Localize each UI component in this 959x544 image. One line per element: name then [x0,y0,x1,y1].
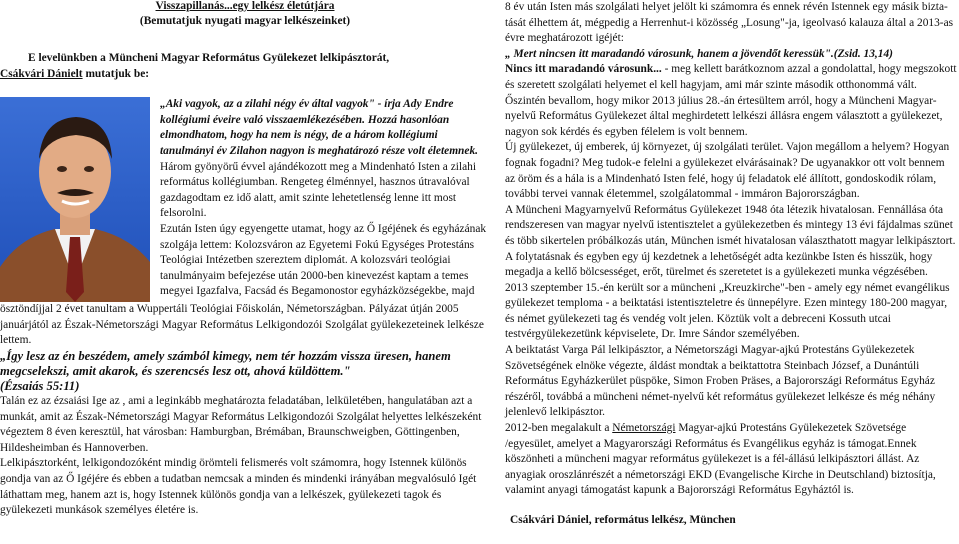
paragraph: 8 év után Isten más szolgálati helyet jelölt ki számomra és ennek révén Istennek egy másik biztatását élhettem át, mégpedig a Herrenhut-i közösség „Losung"-ja, igeolvasó kalauza által a 2013-as évre meghatározott igéjét: [505,1,954,45]
paragraph: 2013 szeptember 15.-én került sor a müncheni „Kreuzkirche"-ben - amely egy német evangélikus gyülekezet temploma - a beiktatási istentiszteletre és ünnepélyre. Ezen mintegy 180-200 magyar, és német gyülekezeti tag és vendég volt jelen. Köztük volt a debreceni Kossuth utcai testvérgyülekezetünk képviselete, Dr. Imre Sándor személyében. [505,281,950,341]
losung-quote: „ Mert nincsen itt maradandó városunk, hanem a jövendőt keressük".(Zsid. 13,14) [505,47,893,60]
left-column [0,0,490,519]
signature: Csákvári Dániel, református lelkész, München [510,514,736,526]
paragraph: A beiktatást Varga Pál lelkipásztor, a Németországi Magyar-ajkú Protestáns Gyülekezetek Szövetségének elnöke végezte, áldást mondtak a beiktattotra Steinbach József, a Dunántúli Református Egyházkerület püspöke, Simon Froben Präses, a Bajorországi Református Egyház részéről, továbbá a müncheni német-nyelvű két református gyülekezet lelkésze és még néhány jelenlevő lelkipásztor. [505,344,936,419]
bible-reference: (Ézsaiás 55:11) [0,378,80,393]
paragraph: Új gyülekezet, új emberek, új környezet, új szolgálati terület. Vajon megállom a helyem? Hogyan fognak fogadni? Meg tudok-e felelni a gyülekezet elvárásainak? De ugyanakkor ott volt bennem az öröm és a hála is a Mindenható Isten felé, hogy új feladatok elé állított, gondoskodik rólam, további tervei vannak életemmel, szolgálatommal - immáron Bajorországban. [505,141,950,201]
intro-line-2: Csákvári Dánielt mutatjuk be: [0,67,150,80]
portrait-image [0,97,150,302]
photo-block [0,97,490,300]
right-column [505,0,957,529]
portrait-photo [0,97,150,302]
underlined-word: Németországi [612,422,676,435]
pastor-name: Csákvári Dánielt [0,67,83,80]
article-title: Visszapillanás...egy lelkész életútjára [155,0,335,12]
paragraph: Nincs itt maradandó városunk... - meg kellett barátkoznom azzal a gondolattal, hogy megszokott és szeretett szolgálati helyemet el kell hagyjam, ami már szinte második otthonommá vált. Őszintén bevallom, hogy mikor 2013 július 28.-án értesültem arról, hogy a Müncheni Magyar-nyelvű Református Gyülekezet által meghirdetett lelkészi állásra engem választott a gyülekezet, nagyon sok kérdés és egyben félelem is volt bennem. [505,63,957,138]
ady-quote: „Aki vagyok, az a zilahi négy év által vagyok" - írja Ady Endre kollégiumi éveire való visszaemlékezésében. Hozzá hasonlóan elmondhatom, hogy ha nem is négy, de a három kollégiumi tanulmányi év Zilahon nagyon is meghatározó része volt életemnek. [160,98,478,157]
paragraph: 2012-ben megalakult a Németországi Magyar-ajkú Protestáns Gyülekezetek Szövetsége /egyesület, amelyet a Magyarországi Református és Evangélikus egyház is támogat.Ennek köszönheti a müncheni magyar református gyülekezet is a fél-állású lelkipásztori állást. Az anyagiak oroszlánrészét a németországi EKD (Evangelische Kirche in Deutschland) biztosítja, valamint anyagi támogatást kapunk a Bajorországi Református Egyháztól is. [505,422,936,497]
paragraph: Lelkipásztorként, lelkigondozóként mindig örömteli felismerés volt számomra, hogy Istennek különös gondja van az Ő Igéjére és ebben a tudatban nemcsak a minden és mindenki irányában megvalósuló Igét láthattam meg, hanem azt is, hogy Istennek különös gondja van a lelkészek, gyülekezeti tagok és gyülekezeti munkások személyes életére is. [0,457,477,517]
bible-quote: „Így lesz az én beszédem, amely számból kimegy, nem tér hozzám vissza üresen, hanem megcselekszi, amit akarok, és szerencsés lesz ott, ahová küldöttem." [0,348,451,378]
paragraph: A Müncheni Magyarnyelvű Református Gyülekezet 1948 óta létezik hivatalosan. Fennállása óta rendszeresen van magyar nyelvű istentisztelet a gyülekezetben és mintegy 13 évi fájdalmas szünet és több sikertelen próbálkozás után, München ismét hivatalosan választhatott magyar lelkipásztort. A folytatásnak és egyben egy új kezdetnek a lehetőségét adta kezünkbe Isten és hisszük, hogy megadja a kellő bölcsességet, erőt, türelmet és szeretetet is a gyülekezeti munka végzésében. [505,203,956,279]
paragraph: Három gyönyörű évvel ajándékozott meg a Mindenható Isten a zilahi református kollégiumban. Rengeteg élménnyel, hasznos útravalóval gazdagodtam ez idő alatt, amit szinte lehetetlenség lenne itt most felsorolni. [160,160,476,220]
paragraph: Ezután Isten úgy egyengette utamat, hogy az Ő Igéjének és egyházának szolgája lettem: Kolozsváron az Egyetemi Fokú Egységes Protestáns Teológiai Intézetben szereztem diplomát. A kolozsvári teológiai tanulmányaim befejezése után 2000-ben kinevezést kaptam a temes megyei Igazfalva, Facsád és Begamonostor egyházközségekbe, majd [160,222,487,298]
article-subtitle: (Bemutatjuk nyugati magyar lelkészeinket) [139,15,351,27]
intro-line: E levelünkben a Müncheni Magyar Református Gyülekezet lelkipásztorát, [28,52,390,64]
paragraph: ösztöndíjjal 2 évet tanultam a Wuppertáli Teológiai Főiskolán, Németországban. Pályázat útján 2005 januárjától az Észak-Németországi Magyar Református Lelkigondozói Szolgálat gyülekezeteinek lelkésze lettem. [0,303,484,347]
paragraph: Talán ez az ézsaiási Ige az , ami a leginkább meghatározta feladatában, lelkületében, hangulatában azt a munkát, amit az Észak-Németországi Magyar Református Lelkigondozói Szolgálat helyettes lelkészeként végeztem 8 éven keresztül, hat városban: Hamburgban, Brémában, Braunschweigben, Göttingenben, Hildesheimban és Hannoverben. [0,394,482,454]
